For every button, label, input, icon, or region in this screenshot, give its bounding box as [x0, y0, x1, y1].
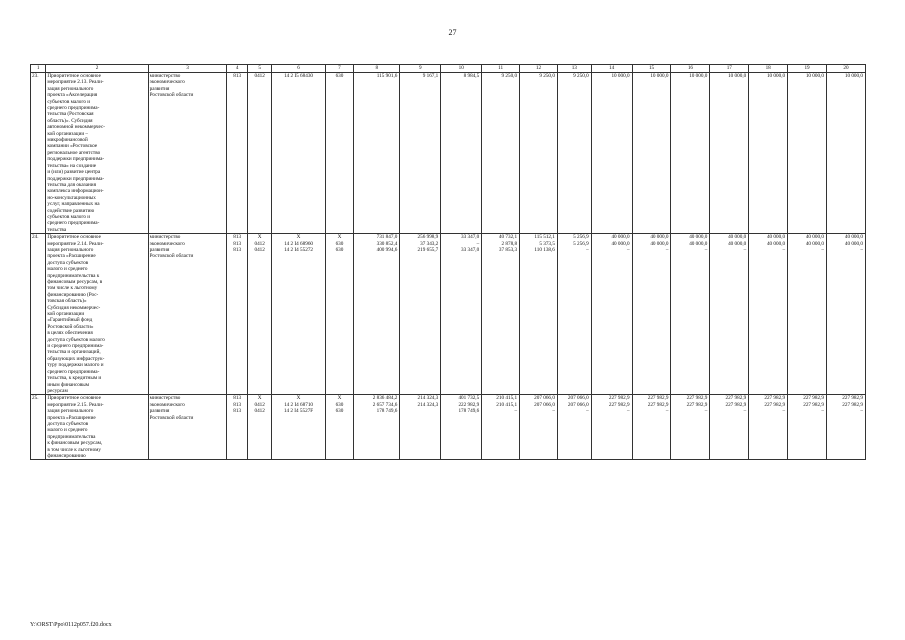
- budget-code-cell: [325, 73, 354, 234]
- amount-value: 207 066,0: [534, 401, 555, 408]
- amount-cell: [632, 234, 671, 395]
- amount-value: 227 982,9: [764, 395, 786, 402]
- event-name-line: доступа субъектов: [47, 420, 89, 427]
- amount-value: –: [860, 246, 863, 253]
- amount-cell: [710, 73, 749, 234]
- amount-value: 10 000,0: [689, 73, 708, 79]
- event-name-line: мероприятие 2.14. Реали-: [47, 240, 104, 247]
- amount-value: –: [627, 246, 630, 253]
- responsible-executor: [148, 395, 227, 460]
- event-name-line: поддержки предпринима-: [47, 175, 105, 182]
- header-row: [31, 65, 866, 73]
- event-name-line: среднего предпринима-: [47, 220, 100, 227]
- amount-cell: [591, 234, 632, 395]
- event-name-line: финансированию (Рос-: [47, 291, 99, 298]
- event-name-line: кой организации –: [47, 130, 89, 137]
- amount-value: 227 982,9: [608, 401, 630, 408]
- amount-value: 110 138,6: [534, 246, 555, 253]
- file-path-footer: Y:\ORST\Ppo\0112p057.f20.docx: [30, 622, 112, 628]
- column-number-cell: 7: [325, 65, 354, 73]
- event-name-line: субъектов малого и: [47, 98, 91, 105]
- event-name-line: микрофинансовой: [47, 137, 88, 144]
- event-name-line: Приоритетное основное: [47, 73, 101, 79]
- event-name-line: том числе к льготному: [47, 285, 98, 292]
- amount-value: 400 994,6: [376, 246, 398, 253]
- column-number-cell: 6: [272, 65, 325, 73]
- amount-cell: [482, 234, 520, 395]
- amount-cell: [671, 234, 710, 395]
- responsible-executor: [148, 73, 227, 234]
- amount-value: 219 655,7: [417, 246, 439, 253]
- event-name-line: субъектов малого и: [47, 213, 91, 220]
- event-name-line: образующих инфраструк-: [47, 355, 105, 362]
- column-number-cell: 20: [826, 65, 865, 73]
- amount-value: 227 982,9: [725, 395, 747, 402]
- amount-value: 227 982,9: [842, 395, 863, 402]
- amount-value: 330 852,4: [376, 240, 398, 247]
- responsible-line: министерство: [149, 395, 181, 402]
- amount-value: 40 000,0: [728, 234, 747, 241]
- amount-value: 207 066,0: [534, 395, 555, 402]
- budget-code-cell: [227, 395, 247, 460]
- event-name-line: тельства, к кредитным и: [47, 375, 102, 382]
- responsible-executor: [148, 234, 227, 395]
- event-name-line: компании «Ростовское: [47, 143, 98, 150]
- amount-value: 222 982,9: [458, 401, 480, 408]
- event-name-line: автономной некоммерчес-: [47, 124, 105, 131]
- amount-value: 10 000,0: [728, 73, 747, 79]
- amount-value: –: [704, 246, 708, 253]
- amount-cell: [826, 73, 865, 234]
- amount-value: 214 324,3: [417, 395, 439, 402]
- amount-value: 207 066,0: [567, 395, 589, 402]
- column-number-cell: 8: [354, 65, 400, 73]
- amount-value: 5 373,5: [539, 240, 555, 247]
- event-name-line: кой организации: [47, 311, 85, 318]
- row-number: 25.: [31, 395, 46, 460]
- amount-cell: [520, 395, 558, 460]
- budget-code-cell: [272, 395, 325, 460]
- amount-cell: [441, 395, 482, 460]
- amount-value: 40 000,0: [805, 234, 824, 241]
- amount-cell: [710, 395, 749, 460]
- code-value: 14 2 I4 5527F: [283, 408, 314, 415]
- event-name: [46, 234, 148, 395]
- amount-value: 40 732,1: [498, 234, 518, 241]
- column-number-cell: 1: [31, 65, 46, 73]
- amount-value: –: [743, 408, 747, 415]
- amount-value: 207 066,0: [567, 401, 589, 408]
- code-value: 14 2 I4 68710: [284, 401, 314, 408]
- responsible-line: экономического: [149, 79, 185, 86]
- amount-value: 2 657 734,6: [372, 401, 398, 408]
- column-number-cell: 11: [482, 65, 520, 73]
- budget-table: [30, 64, 866, 460]
- code-value: X: [337, 234, 342, 241]
- amount-cell: [400, 73, 441, 234]
- amount-value: 40 000,0: [844, 240, 863, 247]
- event-name-line: и (или) развитие центра: [47, 169, 101, 176]
- amount-value: 10 000,0: [844, 73, 863, 79]
- amount-value: 9 250,0: [573, 73, 589, 79]
- amount-value: 40 000,0: [805, 240, 824, 247]
- code-value: 630: [335, 246, 344, 253]
- amount-value: 210 415,1: [496, 401, 518, 408]
- event-name-line: к финансовым ресурсам,: [47, 440, 103, 447]
- amount-value: 8 984,5: [463, 73, 480, 79]
- event-name-line: финансированию: [47, 452, 86, 459]
- amount-value: 40 000,0: [766, 234, 786, 241]
- amount-value: 40 000,0: [650, 234, 669, 241]
- code-value: 630: [335, 408, 344, 415]
- code-value: 0412: [254, 73, 265, 79]
- amount-value: 37 853,3: [498, 246, 518, 253]
- responsible-line: экономического: [149, 401, 185, 408]
- code-value: 0412: [254, 401, 265, 408]
- amount-cell: [557, 234, 591, 395]
- code-value: 0412: [254, 408, 265, 415]
- event-name: [46, 73, 148, 234]
- event-name-line: поддержки предпринима-: [47, 156, 105, 163]
- amount-cell: [441, 73, 482, 234]
- event-name-line: туру поддержки малого и: [47, 362, 104, 369]
- page-number: 27: [448, 28, 457, 37]
- amount-cell: [826, 234, 865, 395]
- event-name-line: Ростовской области»: [47, 323, 94, 330]
- amount-cell: [749, 395, 788, 460]
- event-name-line: содействие развитию: [47, 207, 95, 214]
- amount-value: 227 982,9: [647, 395, 669, 402]
- amount-cell: [354, 395, 400, 460]
- amount-value: –: [665, 246, 669, 253]
- amount-value: 227 982,9: [764, 401, 786, 408]
- event-name-line: мероприятие 2.13. Реали-: [47, 79, 104, 86]
- code-value: X: [257, 395, 262, 402]
- amount-value: –: [782, 246, 786, 253]
- amount-value: –: [821, 408, 824, 415]
- code-value: 813: [233, 73, 242, 79]
- code-value: 813: [233, 395, 242, 402]
- amount-cell: [671, 73, 710, 234]
- event-name-line: тельства и организаций,: [47, 349, 101, 356]
- code-value: 0412: [254, 246, 265, 253]
- code-value: 630: [335, 401, 344, 408]
- code-value: 813: [233, 234, 242, 241]
- amount-cell: [354, 73, 400, 234]
- amount-value: –: [552, 408, 555, 415]
- amount-value: 5 256,9: [573, 234, 589, 241]
- amount-value: 214 324,3: [417, 401, 439, 408]
- amount-value: 9 167,1: [422, 73, 439, 79]
- amount-value: 9 250,0: [539, 73, 555, 79]
- amount-value: 227 982,9: [608, 395, 630, 402]
- amount-cell: [520, 234, 558, 395]
- column-number-cell: 13: [557, 65, 591, 73]
- table-row: [31, 395, 866, 460]
- amount-value: 40 000,0: [766, 240, 786, 247]
- amount-value: 40 000,0: [728, 240, 747, 247]
- amount-value: 256 998,9: [417, 234, 439, 241]
- amount-value: 33 347,0: [461, 234, 480, 241]
- event-name-line: среднего предпринима-: [47, 105, 100, 112]
- amount-value: –: [476, 240, 480, 247]
- event-name-line: в целях обеспечения: [47, 330, 93, 337]
- code-value: 813: [233, 240, 242, 247]
- responsible-line: Ростовской области: [149, 253, 194, 260]
- event-name-line: мероприятие 2.15. Реали-: [47, 401, 104, 408]
- row-number: 24.: [31, 234, 46, 395]
- budget-code-cell: [325, 234, 354, 395]
- code-value: 14 2 I4 55272: [284, 246, 314, 253]
- amount-cell: [788, 395, 827, 460]
- amount-value: 10 000,0: [611, 73, 630, 79]
- amount-cell: [749, 73, 788, 234]
- code-value: 630: [335, 240, 344, 247]
- table-row: [31, 73, 866, 234]
- event-name-line: среднего предпринима-: [47, 368, 100, 375]
- column-number-cell: 16: [671, 65, 710, 73]
- amount-cell: [441, 234, 482, 395]
- amount-value: 115 901,6: [376, 73, 398, 79]
- amount-value: 10 000,0: [766, 73, 786, 79]
- amount-value: 40 000,0: [844, 234, 863, 241]
- amount-value: 40 000,0: [689, 240, 708, 247]
- row-number: 23.: [31, 73, 46, 234]
- amount-cell: [591, 395, 632, 460]
- code-value: 813: [233, 246, 242, 253]
- amount-value: 40 000,0: [611, 234, 630, 241]
- amount-value: 2 836 484,2: [372, 395, 398, 402]
- event-name-line: Приоритетное основное: [47, 395, 101, 402]
- event-name-line: ресурсам: [47, 387, 68, 394]
- column-number-cell: 17: [710, 65, 749, 73]
- amount-value: [401, 408, 439, 414]
- budget-code-cell: [227, 73, 247, 234]
- amount-value: –: [627, 408, 630, 415]
- amount-cell: [749, 234, 788, 395]
- amount-value: 10 000,0: [805, 73, 824, 79]
- budget-code-cell: [247, 73, 272, 234]
- event-name-line: область)». Субсидия: [47, 117, 93, 124]
- event-name-line: тельства: [47, 226, 67, 233]
- event-name-line: в том числе к льготному: [47, 446, 101, 453]
- responsible-line: Ростовской области: [149, 92, 194, 99]
- amount-cell: [520, 73, 558, 234]
- amount-value: –: [586, 408, 589, 415]
- amount-value: –: [821, 246, 824, 253]
- event-name-line: зация регионального: [47, 246, 94, 253]
- amount-cell: [632, 395, 671, 460]
- event-name-line: зация регионального: [47, 85, 94, 92]
- column-number-cell: 2: [46, 65, 148, 73]
- responsible-line: экономического: [149, 240, 185, 247]
- column-number-cell: 19: [788, 65, 827, 73]
- amount-value: 40 000,0: [650, 240, 669, 247]
- event-name-line: комплекса информацион-: [47, 188, 104, 195]
- amount-value: 2 878,8: [501, 240, 518, 247]
- amount-value: –: [782, 408, 786, 415]
- column-number-cell: 15: [632, 65, 671, 73]
- event-name-line: проекта «Акселерация: [47, 92, 98, 99]
- code-value: 630: [335, 73, 344, 79]
- amount-cell: [591, 73, 632, 234]
- event-name-line: финансовым ресурсам, в: [47, 279, 103, 285]
- budget-code-cell: [247, 395, 272, 460]
- table-row: [31, 234, 866, 395]
- event-name-line: доступа субъектов малого: [47, 336, 105, 343]
- event-name-line: тельства для оказания: [47, 181, 96, 188]
- event-name-line: тельства» на создание: [47, 162, 97, 169]
- budget-code-cell: [247, 234, 272, 395]
- responsible-line: министерство: [149, 234, 181, 241]
- amount-cell: [400, 395, 441, 460]
- budget-code-cell: [272, 73, 325, 234]
- amount-value: 210 415,1: [496, 395, 518, 402]
- amount-value: 10 000,0: [650, 73, 669, 79]
- code-value: 813: [233, 408, 242, 415]
- budget-code-cell: [325, 395, 354, 460]
- amount-value: 227 982,9: [686, 401, 708, 408]
- amount-cell: [482, 395, 520, 460]
- event-name-line: «Гарантийный фонд: [47, 317, 93, 324]
- event-name-line: региональное агентство: [47, 149, 101, 156]
- event-name-line: тельства (Ростовская: [47, 111, 94, 118]
- amount-cell: [482, 73, 520, 234]
- column-number-cell: 10: [441, 65, 482, 73]
- event-name-line: Приоритетное основное: [47, 234, 101, 241]
- responsible-line: развития: [149, 246, 170, 253]
- amount-value: 40 000,0: [689, 234, 708, 241]
- amount-value: –: [704, 408, 708, 415]
- amount-cell: [671, 395, 710, 460]
- code-value: X: [296, 395, 301, 402]
- event-name-line: Субсидия некоммерчес-: [47, 304, 101, 311]
- code-value: X: [337, 395, 342, 402]
- amount-cell: [354, 234, 400, 395]
- budget-code-cell: [227, 234, 247, 395]
- amount-value: 401 732,5: [458, 395, 480, 402]
- event-name-line: и среднего предпринима-: [47, 343, 104, 350]
- column-number-cell: 9: [400, 65, 441, 73]
- event-name-line: услуг, направленных на: [47, 201, 100, 208]
- amount-cell: [788, 73, 827, 234]
- code-value: 0412: [254, 240, 265, 247]
- column-number-cell: 5: [247, 65, 272, 73]
- event-name: [46, 395, 148, 460]
- amount-value: 731 847,0: [376, 234, 398, 241]
- amount-value: 9 250,0: [501, 73, 518, 79]
- responsible-line: развития: [149, 408, 170, 415]
- amount-value: 227 982,9: [686, 395, 708, 402]
- amount-value: –: [586, 246, 589, 253]
- code-value: 14 2 I4 68960: [284, 240, 314, 247]
- amount-value: 227 982,9: [803, 395, 824, 402]
- budget-code-cell: [272, 234, 325, 395]
- code-value: X: [296, 234, 301, 241]
- amount-value: –: [860, 408, 863, 415]
- event-name-line: товская область)»: [47, 298, 87, 305]
- event-name-line: малого и среднего: [47, 427, 88, 434]
- event-name-line: доступа субъектов: [47, 259, 89, 266]
- amount-value: 115 512,1: [534, 234, 555, 241]
- amount-value: 40 000,0: [611, 240, 630, 247]
- column-number-cell: 12: [520, 65, 558, 73]
- amount-cell: [826, 395, 865, 460]
- column-number-cell: 4: [227, 65, 247, 73]
- amount-value: –: [514, 408, 518, 415]
- table-body: [31, 65, 866, 460]
- column-number-cell: 3: [148, 65, 227, 73]
- event-name-line: малого и среднего: [47, 266, 88, 273]
- amount-cell: [557, 395, 591, 460]
- amount-value: 227 982,9: [725, 401, 747, 408]
- event-name-line: зация регионального: [47, 408, 94, 415]
- amount-value: –: [665, 408, 669, 415]
- amount-value: –: [743, 246, 747, 253]
- amount-value: 227 982,9: [803, 401, 824, 408]
- amount-value: 227 982,9: [842, 401, 863, 408]
- column-number-cell: 14: [591, 65, 632, 73]
- amount-cell: [632, 73, 671, 234]
- event-name-line: предпринимательства: [47, 433, 96, 440]
- event-name-line: проекта «Расширение: [47, 253, 96, 260]
- amount-value: 178 749,6: [458, 408, 480, 415]
- amount-value: 5 256,9: [573, 240, 589, 247]
- amount-cell: [400, 234, 441, 395]
- column-number-cell: 18: [749, 65, 788, 73]
- event-name-line: предпринимательства к: [47, 272, 100, 279]
- code-value: 14 2 I5 68430: [284, 73, 314, 79]
- amount-value: 37 343,2: [420, 240, 439, 247]
- event-name-line: проекта «Расширение: [47, 414, 96, 421]
- responsible-line: развития: [149, 85, 170, 92]
- responsible-line: Ростовской области: [149, 414, 194, 421]
- amount-cell: [788, 234, 827, 395]
- amount-value: 178 749,6: [376, 408, 398, 415]
- amount-cell: [557, 73, 591, 234]
- amount-value: 227 982,9: [647, 401, 669, 408]
- code-value: 813: [233, 401, 242, 408]
- responsible-line: министерство: [149, 73, 181, 79]
- amount-value: 33 347,0: [461, 246, 480, 253]
- amount-cell: [710, 234, 749, 395]
- code-value: X: [257, 234, 262, 241]
- event-name-line: но-консультационных: [47, 194, 96, 201]
- event-name-line: иным финансовым: [47, 381, 90, 388]
